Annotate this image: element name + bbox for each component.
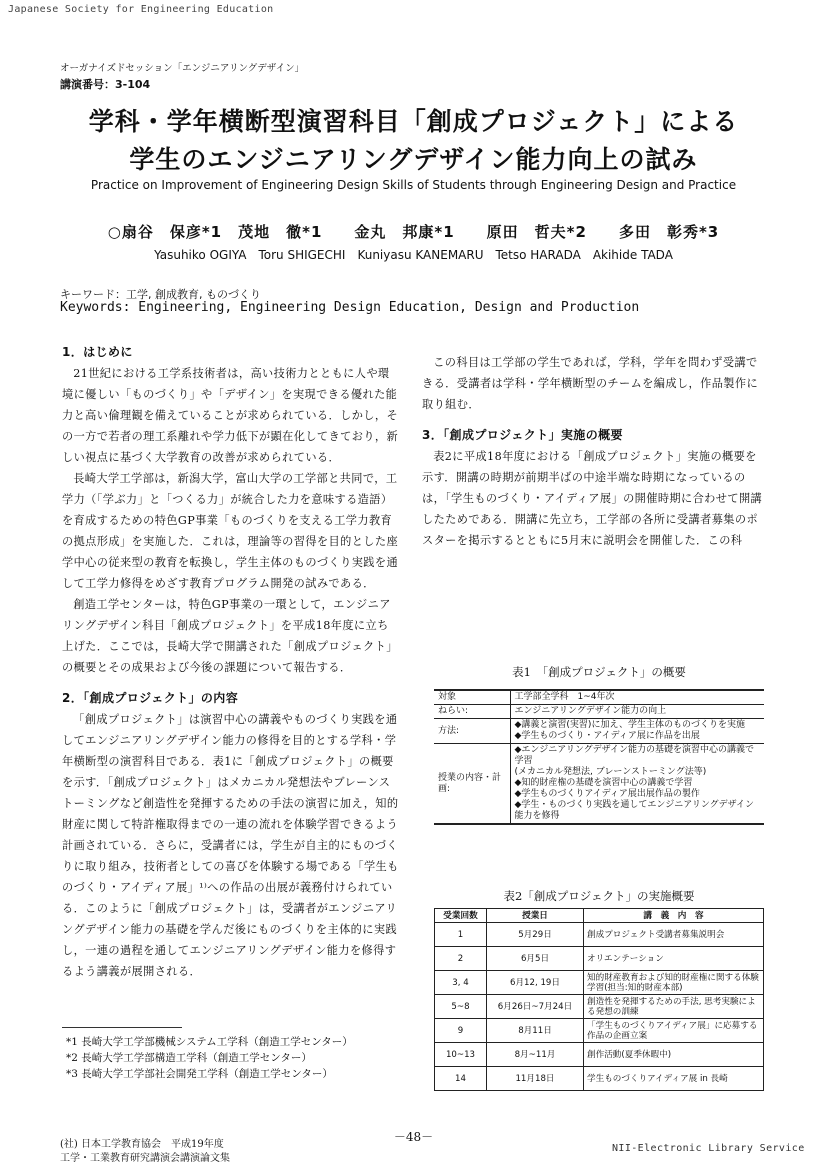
table-cell: 知的財産教育および知的財産権に関する体験学習(担当:知的財産本部) bbox=[584, 971, 764, 995]
paragraph: 長崎大学工学部は，新潟大学，富山大学の工学部と共同で，工学力（「学ぶ力」と「つくる力」が統合した力を意味する造語）を育成するための特色GP事業「ものづくりを支える工学力教育の拠点形成」を実施した．これは，理論等の習得を目的とした座学中心の従来型の教育を転換し，学生主体のものづくり実践を通して工学力修得をめざす教育プログラム開発の試みである． bbox=[62, 472, 399, 590]
nii-footer: NII-Electronic Library Service bbox=[612, 1143, 805, 1154]
table1 bbox=[434, 689, 764, 825]
authors-en: Yasuhiko OGIYA Toru SHIGECHI Kuniyasu KANEMARU Tetso HARADA Akihide TADA bbox=[154, 248, 673, 262]
table-cell: 14 bbox=[435, 1067, 487, 1091]
table-cell: オリエンテーション bbox=[584, 947, 764, 971]
footnote: *3 長崎大学工学部社会開発工学科（創造工学センター） bbox=[66, 1068, 333, 1080]
table2-caption: 表2「創成プロジェクト」の実施概要 bbox=[503, 889, 695, 903]
footnote-divider bbox=[62, 1027, 182, 1028]
publication-info bbox=[60, 1138, 230, 1166]
table-cell: 創成プロジェクト受講者募集説明会 bbox=[584, 923, 764, 947]
table-row bbox=[435, 1019, 764, 1043]
table-cell: 9 bbox=[435, 1019, 487, 1043]
table-cell: 6月12, 19日 bbox=[487, 971, 584, 995]
column-header: 受業回数 bbox=[435, 909, 487, 923]
title-ja-line1: 学科・学年横断型演習科目「創成プロジェクト」による bbox=[88, 107, 739, 136]
table-cell: 創作活動(夏季休暇中) bbox=[584, 1043, 764, 1067]
table-cell: 対象 bbox=[434, 690, 510, 705]
footnote: *2 長崎大学工学部構造工学科（創造工学センター） bbox=[66, 1052, 312, 1064]
paragraph: 創造工学センターは，特色GP事業の一環として，エンジニアリングデザイン科目「創成プロジェクト」を平成18年度に立ち上げた．ここでは，長崎大学で開講された「創成プロジェクト」の概要とその成果および今後の課題について報告する． bbox=[62, 598, 398, 674]
table-cell: 2 bbox=[435, 947, 487, 971]
left-column bbox=[62, 342, 400, 982]
footnote: *1 長崎大学工学部機械システム工学科（創造工学センター） bbox=[66, 1036, 353, 1048]
publication-line: (社) 日本工学教育協会 平成19年度 bbox=[60, 1139, 224, 1150]
column-header: 講 義 内 容 bbox=[584, 909, 764, 923]
table-cell: 「学生ものづくりアイディア展」に応募する作品の企画立案 bbox=[584, 1019, 764, 1043]
title-ja-line2: 学生のエンジニアリングデザイン能力向上の試み bbox=[129, 145, 698, 174]
table2 bbox=[434, 908, 764, 1091]
paragraph: 表2に平成18年度における「創成プロジェクト」実施の概要を示す．開講の時期が前期半ばの中途半端な時期になっているのは，「学生ものづくり・アイディア展」の開催時期に合わせて開講したためである．開講に先立ち，工学部の各所に受講者募集のポスターを掲示するとともに5月末に説明会を開催した．この科 bbox=[422, 450, 763, 547]
table-cell: 11月18日 bbox=[487, 1067, 584, 1091]
table-row bbox=[435, 971, 764, 995]
table-cell: 1 bbox=[435, 923, 487, 947]
table-cell: 8月11日 bbox=[487, 1019, 584, 1043]
table-row bbox=[435, 1043, 764, 1067]
table-row bbox=[434, 690, 764, 705]
table-cell: 3, 4 bbox=[435, 971, 487, 995]
table-cell: 6月5日 bbox=[487, 947, 584, 971]
lecture-number: 講演番号：3-104 bbox=[60, 78, 151, 91]
table-cell: 工学部全学科 1~4年次 bbox=[510, 690, 764, 705]
keywords-ja: キーワード：工学, 創成教育, ものづくり bbox=[60, 288, 261, 301]
table-cell: ねらい: bbox=[434, 705, 510, 719]
authors-ja: ○扇谷 保彦*1 茂地 徹*1 金丸 邦康*1 原田 哲夫*2 多田 彰秀*3 bbox=[107, 223, 720, 241]
society-header: Japanese Society for Engineering Education bbox=[8, 4, 274, 15]
table1-caption: 表1 「創成プロジェクト」の概要 bbox=[512, 665, 686, 679]
column-header: 授業日 bbox=[487, 909, 584, 923]
table-cell: 方法: bbox=[434, 719, 510, 744]
section-heading: 1．はじめに bbox=[62, 345, 133, 359]
title-en: Practice on Improvement of Engineering Design Skills of Students through Engineering Design and Practice bbox=[90, 178, 737, 192]
table-cell: ◆講義と演習(実習)に加え、学生主体のものづくりを実施 ◆学生ものづくり・アイディア展に作品を出展 bbox=[510, 719, 764, 744]
paragraph: 「創成プロジェクト」は演習中心の講義やものづくり実践を通してエンジニアリングデザイン能力の修得を目的とする学科・学年横断型の演習科目である．表1に「創成プロジェクト」の概要を示す．「創成プロジェクト」はメカニカル発想法やブレーンストーミングなど創造性を発揮するための手法の演習に加え，知的財産に関して特許権取得までの一連の流れを体験学習できるよう計画されている．さらに，受講者には，学生が自主的にものづくりに取り組み，技術者としての喜びを体験する場である「学生ものづくり・アイディア展」¹⁾への作品の出展が義務付けられている．このように「創成プロジェクト」は，受講者がエンジニアリングデザイン能力の基礎を学んだ後にものづくりを主体的に実践し，一連の過程を通してエンジニアリングデザイン能力を修得するよう講義が展開される． bbox=[62, 713, 399, 978]
paragraph: この科目は工学部の学生であれば，学科，学年を問わず受講できる．受講者は学科・学年横断型のチームを編成し，作品製作に取り組む． bbox=[422, 356, 759, 411]
keywords-en: Keywords: Engineering, Engineering Design Education, Design and Production bbox=[60, 300, 640, 315]
table-row bbox=[434, 705, 764, 719]
section-heading: 2．「創成プロジェクト」の内容 bbox=[62, 691, 239, 705]
session-label: オーガナイズドセッション「エンジニアリングデザイン」 bbox=[60, 63, 305, 74]
table-cell: 学生ものづくりアイディア展 in 長崎 bbox=[584, 1067, 764, 1091]
section-heading: 3．「創成プロジェクト」実施の概要 bbox=[422, 428, 623, 442]
publication-line: 工学・工業教育研究講演会講演論文集 bbox=[60, 1153, 230, 1164]
footnotes bbox=[66, 1034, 353, 1082]
table-row bbox=[435, 947, 764, 971]
table-row bbox=[435, 923, 764, 947]
table-cell: 8月~11月 bbox=[487, 1043, 584, 1067]
table-cell: 授業の内容・計画: bbox=[434, 744, 510, 825]
paragraph: 21世紀における工学系技術者は，高い技術力とともに人や環境に優しい「ものづくり」や「デザイン」を実現できる優れた能力と高い倫理観を備えていることが求められている．しかし，その一方で若者の理工系離れや学力低下が顕在化してきており，新しい視点に基づく大学教育の改善が求められている． bbox=[62, 367, 399, 464]
table-header-row bbox=[435, 909, 764, 923]
right-column bbox=[422, 352, 764, 551]
table-cell: 5~8 bbox=[435, 995, 487, 1019]
table-row bbox=[435, 995, 764, 1019]
table-cell: エンジニアリングデザイン能力の向上 bbox=[510, 705, 764, 719]
table-cell: 6月26日~7月24日 bbox=[487, 995, 584, 1019]
table-cell: ◆エンジニアリングデザイン能力の基礎を演習中心の講義で学習 (メカニカル発想法, ブレーンストーミング法等) ◆知的財産権の基礎を演習中心の講義で学習 ◆学生ものづくりアイディア展出展作品の製作 ◆学生・ものづくり実践を通してエンジニアリングデザイン能力を修得 bbox=[510, 744, 764, 825]
table-row bbox=[434, 719, 764, 744]
table-row bbox=[435, 1067, 764, 1091]
table-row bbox=[434, 744, 764, 825]
table-cell: 創造性を発揮するための手法, 思考実験による発想の訓練 bbox=[584, 995, 764, 1019]
page-number: －48－ bbox=[393, 1130, 434, 1144]
table-cell: 10~13 bbox=[435, 1043, 487, 1067]
table-cell: 5月29日 bbox=[487, 923, 584, 947]
